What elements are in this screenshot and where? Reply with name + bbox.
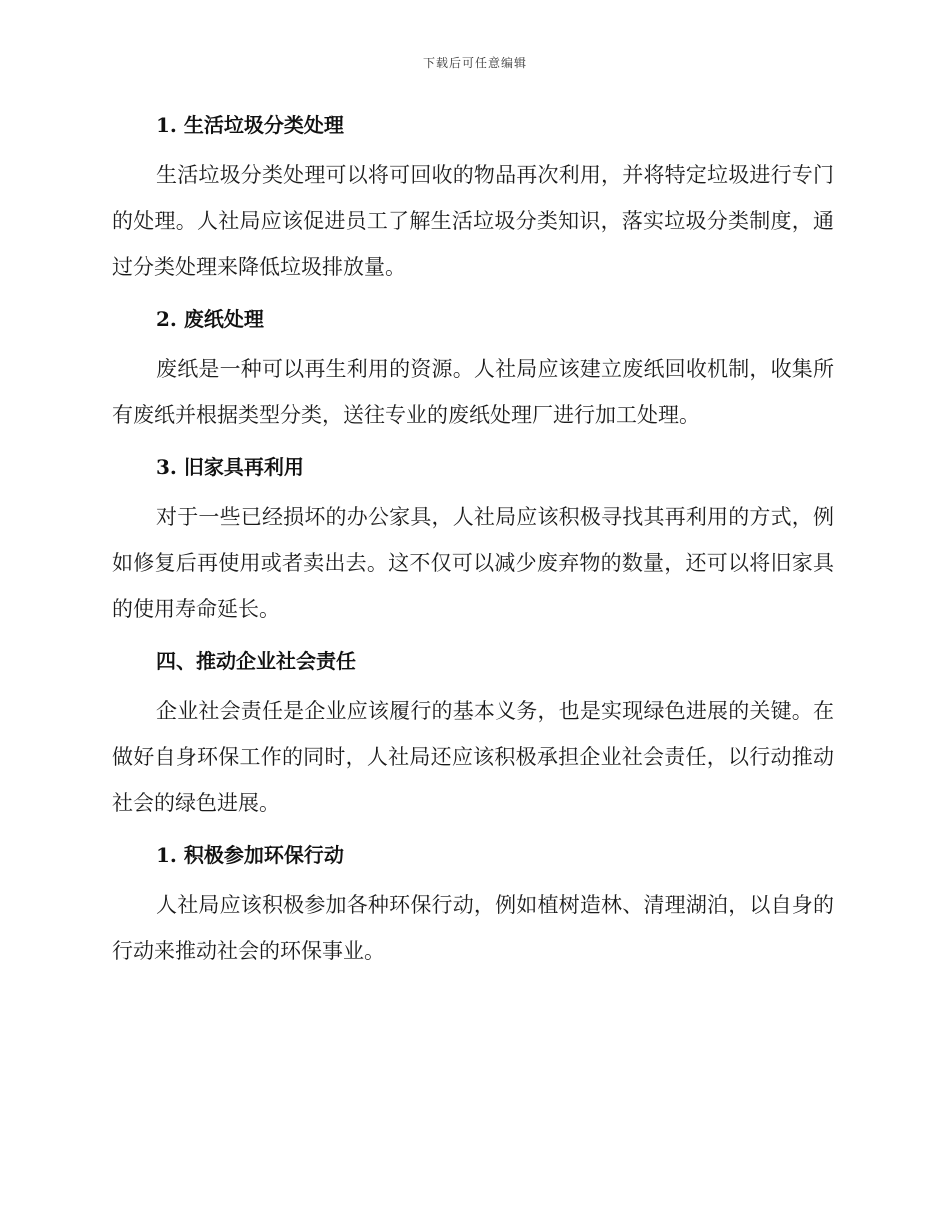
section-paragraph: 对于一些已经损坏的办公家具，人社局应该积极寻找其再利用的方式，例如修复后再使用或者卖出去。这不仅可以减少废弃物的数量，还可以将旧家具的使用寿命延长。 (112, 505, 834, 621)
section-heading: 1. 积极参加环保行动 (156, 843, 344, 867)
section-furniture-reuse (112, 450, 834, 644)
section-environmental-actions (112, 838, 834, 974)
section-waste-paper (112, 302, 834, 450)
section-paragraph: 人社局应该积极参加各种环保行动，例如植树造林、清理湖泊，以自身的行动来推动社会的环保事业。 (112, 893, 834, 963)
section-paragraph: 企业社会责任是企业应该履行的基本义务，也是实现绿色进展的关键。在做好自身环保工作的同时，人社局还应该积极承担企业社会责任，以行动推动社会的绿色进展。 (112, 699, 834, 815)
section-heading: 1. 生活垃圾分类处理 (156, 113, 344, 137)
section-garbage-sorting (112, 108, 834, 302)
section-paragraph: 废纸是一种可以再生利用的资源。人社局应该建立废纸回收机制，收集所有废纸并根据类型分类，送往专业的废纸处理厂进行加工处理。 (112, 357, 834, 427)
section-social-responsibility (112, 644, 834, 838)
section-heading: 四、推动企业社会责任 (156, 649, 356, 673)
document-body (112, 108, 834, 974)
section-heading: 2. 废纸处理 (156, 307, 264, 331)
section-heading: 3. 旧家具再利用 (156, 455, 304, 479)
page-header: 下载后可任意编辑 (422, 56, 527, 70)
section-paragraph: 生活垃圾分类处理可以将可回收的物品再次利用，并将特定垃圾进行专门的处理。人社局应该促进员工了解生活垃圾分类知识，落实垃圾分类制度，通过分类处理来降低垃圾排放量。 (112, 163, 834, 279)
